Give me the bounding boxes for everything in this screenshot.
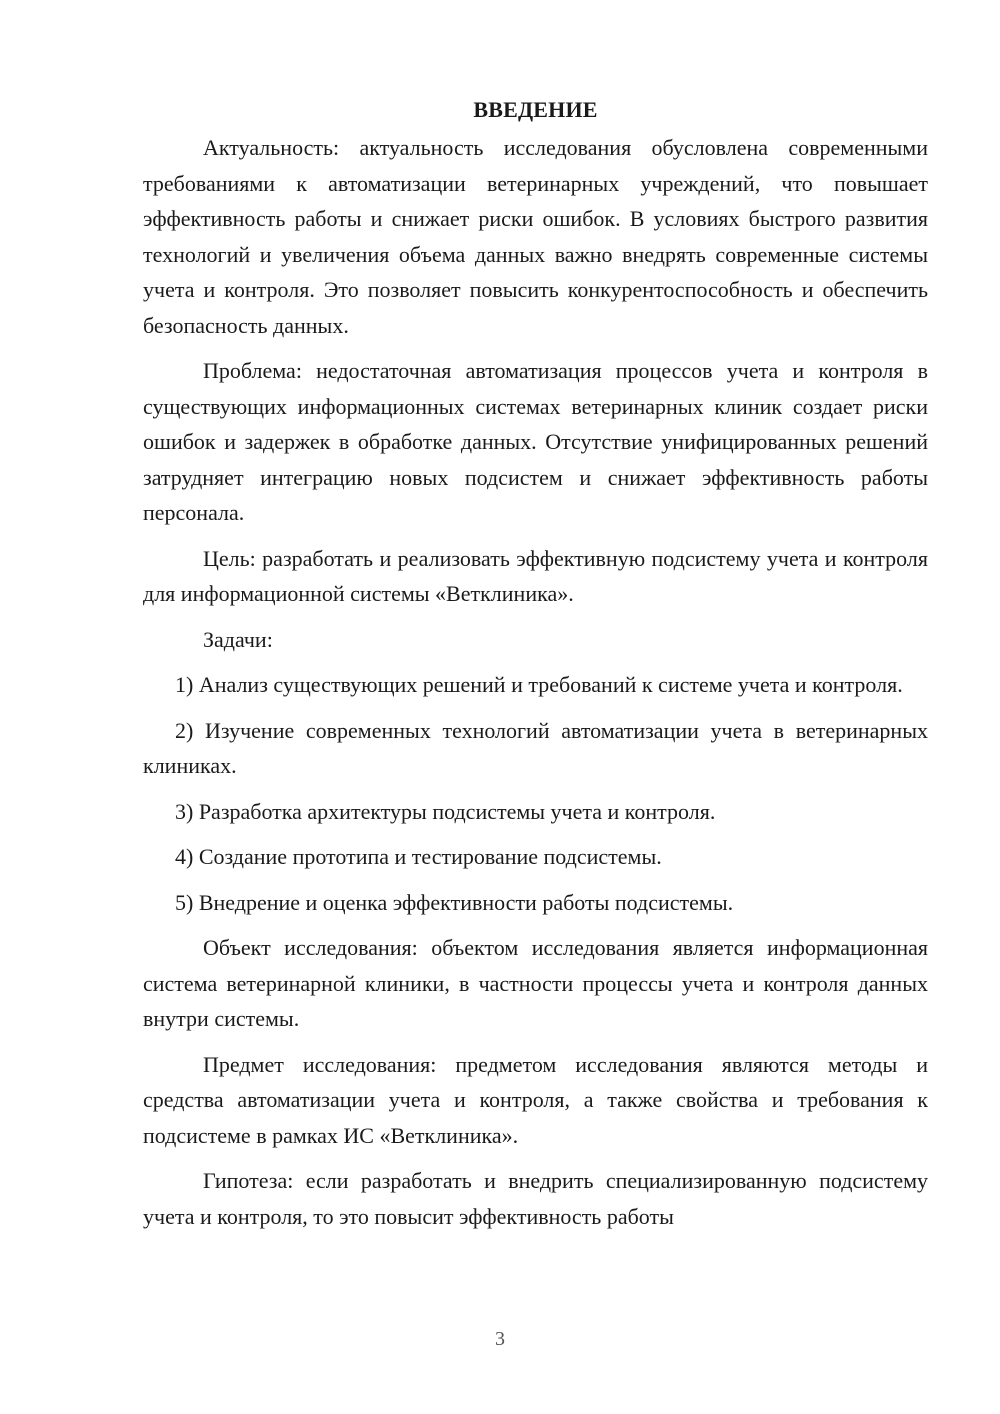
page-number: 3 [495,1328,505,1350]
tasks-heading: Задачи: [203,626,273,652]
hypothesis-paragraph: Гипотеза: если разработать и внедрить специализированную подсистему учета и контроля, то это повысит эффективность работы [143,1168,928,1229]
relevance-paragraph: Актуальность: актуальность исследования обусловлена современными требованиями к автоматизации ветеринарных учреждений, что повышает эффективность работы и снижает риски ошибок. В условиях быстрого развития технологий и увеличения объема данных важно внедрять современные системы учета и контроля. Это позволяет повысить конкурентоспособность и обеспечить безопасность данных. [143,135,928,338]
task-item-3: 3) Разработка архитектуры подсистемы учета и контроля. [175,798,716,824]
document-page [143,92,928,1234]
goal-paragraph: Цель: разработать и реализовать эффективную подсистему учета и контроля для информационной системы «Ветклиника». [143,545,928,606]
task-item-1: 1) Анализ существующих решений и требований к системе учета и контроля. [175,672,903,697]
task-item-2: 2) Изучение современных технологий автоматизации учета в ветеринарных клиниках. [143,717,928,778]
object-paragraph: Объект исследования: объектом исследования является информационная система ветеринарной клиники, в частности процессы учета и контроля данных внутри системы. [143,935,928,1031]
task-item-5: 5) Внедрение и оценка эффективности работы подсистемы. [175,889,734,915]
problem-paragraph: Проблема: недостаточная автоматизация процессов учета и контроля в существующих информационных системах ветеринарных клиник создает риски ошибок и задержек в обработке данных. Отсутствие унифицированных решений затрудняет интеграцию новых подсистем и снижает эффективность работы персонала. [143,358,928,525]
subject-paragraph: Предмет исследования: предметом исследования являются методы и средства автоматизации учета и контроля, а также свойства и требования к подсистеме в рамках ИС «Ветклиника». [143,1051,928,1148]
section-title: ВВЕДЕНИЕ [473,97,598,122]
task-item-4: 4) Создание прототипа и тестирование подсистемы. [175,844,662,869]
